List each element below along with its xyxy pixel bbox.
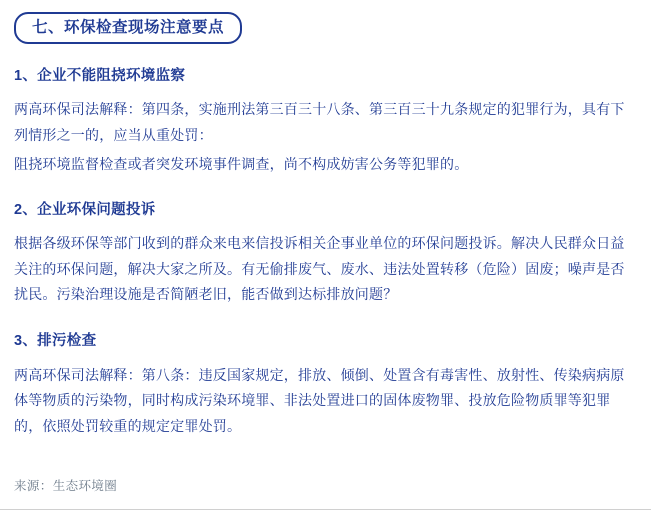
section-2-heading: 2、企业环保问题投诉 xyxy=(14,201,156,218)
document-body xyxy=(0,44,651,439)
section-3-paragraph-1: 两高环保司法解释：第八条：违反国家规定，排放、倾倒、处置含有毒害性、放射性、传染病病原体等物质的污染物，同时构成污染环境罪、非法处置进口的固体废物罪、投放危险物质罪等犯罪的，依照处罚较重的规定定罪处罚。 xyxy=(14,366,625,434)
section-2 xyxy=(14,200,633,308)
section-1-heading: 1、企业不能阻挠环境监察 xyxy=(14,68,186,85)
bottom-divider xyxy=(0,509,651,510)
section-1-paragraph-1: 两高环保司法解释：第四条，实施刑法第三百三十八条、第三百三十九条规定的犯罪行为，具有下列情形之一的，应当从重处罚： xyxy=(14,101,625,143)
page-title: 七、环保检查现场注意要点 xyxy=(14,12,242,44)
section-1-paragraph-2: 阻挠环境监督检查或者突发环境事件调查，尚不构成妨害公务等犯罪的。 xyxy=(14,156,469,173)
section-3 xyxy=(14,331,633,439)
spacer-2 xyxy=(14,311,633,331)
source-label: 来源：生态环境圈 xyxy=(14,479,118,493)
title-container xyxy=(0,0,651,44)
section-3-heading: 3、排污检查 xyxy=(14,333,97,350)
section-1 xyxy=(14,66,633,178)
section-2-paragraph-1: 根据各级环保等部门收到的群众来电来信投诉相关企事业单位的环保问题投诉。解决人民群众日益关注的环保问题，解决大家之所及。有无偷排废气、废水、违法处置转移（危险）固废；噪声是否扰民。污染治理设施是否简陋老旧，能否做到达标排放问题？ xyxy=(14,235,625,302)
spacer-1 xyxy=(14,182,633,200)
